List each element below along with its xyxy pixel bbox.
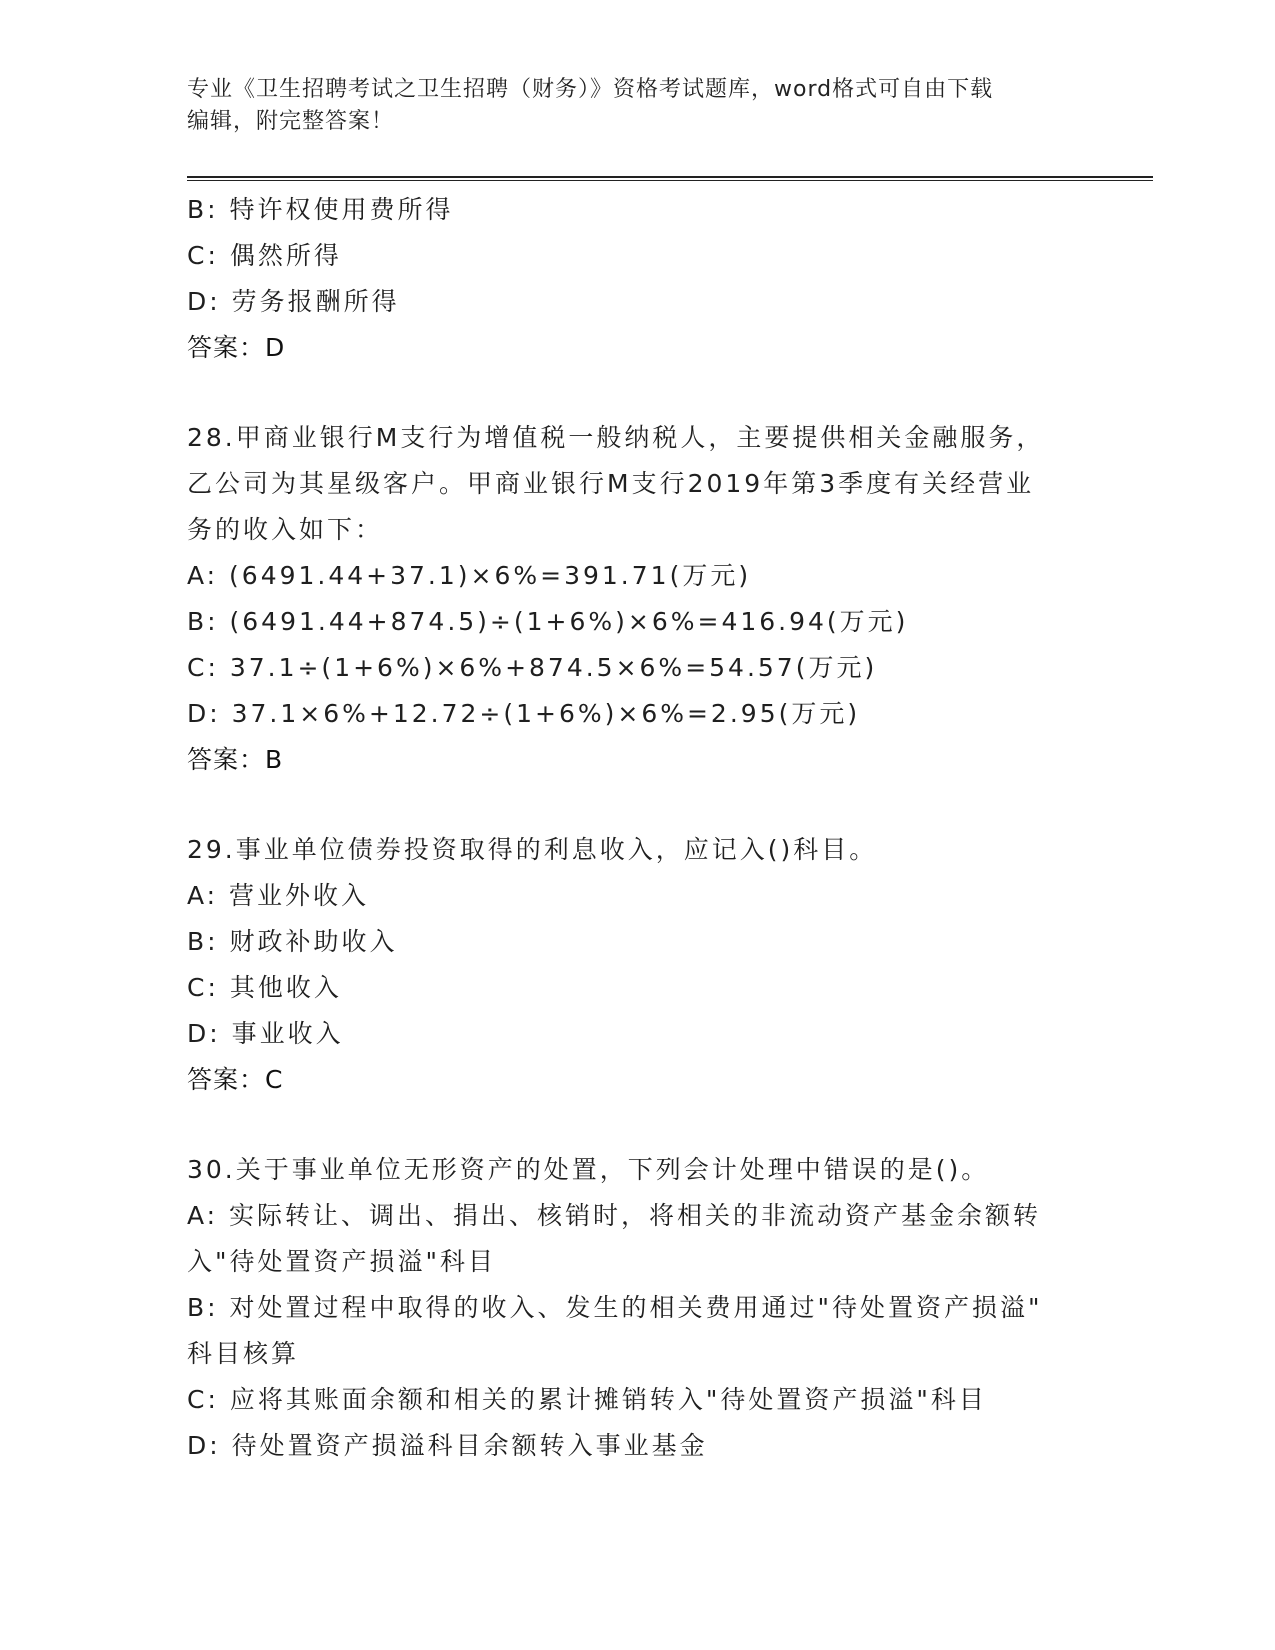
option-a: A: 营业外收入 — [187, 881, 370, 910]
question-content — [187, 187, 1087, 1469]
spacer — [187, 783, 1087, 827]
header-line-1: 专业《卫生招聘考试之卫生招聘（财务）》资格考试题库，word格式可自由下载 — [187, 77, 994, 102]
answer: 答案：B — [187, 745, 284, 774]
question-stem: 29.事业单位债券投资取得的利息收入，应记入()科目。 — [187, 835, 878, 864]
page-header — [187, 74, 1067, 138]
spacer — [187, 371, 1087, 415]
question-stem-line-2: 乙公司为其星级客户。甲商业银行M支行2019年第3季度有关经营业 — [187, 469, 1035, 498]
option-b: B: (6491.44+874.5)÷(1+6%)×6%=416.94(万元) — [187, 607, 909, 636]
option-a-line-2: 入"待处置资产损溢"科目 — [187, 1247, 496, 1276]
question-30 — [187, 1147, 1087, 1469]
option-c: C: 其他收入 — [187, 973, 342, 1002]
spacer — [187, 1103, 1087, 1147]
question-stem-line-1: 28.甲商业银行M支行为增值税一般纳税人，主要提供相关金融服务， — [187, 423, 1045, 452]
option-b-line-1: B: 对处置过程中取得的收入、发生的相关费用通过"待处置资产损溢" — [187, 1293, 1043, 1322]
option-d: D: 待处置资产损溢科目余额转入事业基金 — [187, 1431, 708, 1460]
option-a-line-1: A: 实际转让、调出、捐出、核销时，将相关的非流动资产基金余额转 — [187, 1201, 1042, 1230]
answer: 答案：C — [187, 1065, 284, 1094]
question-27-tail — [187, 187, 1087, 371]
option-a: A: (6491.44+37.1)×6%=391.71(万元) — [187, 561, 752, 590]
header-line-2: 编辑，附完整答案！ — [187, 109, 395, 134]
header-divider — [187, 176, 1153, 181]
option-b: B: 财政补助收入 — [187, 927, 398, 956]
question-stem-line-3: 务的收入如下： — [187, 515, 384, 544]
option-c: C: 应将其账面余额和相关的累计摊销转入"待处置资产损溢"科目 — [187, 1385, 987, 1414]
option-d: D: 37.1×6%+12.72÷(1+6%)×6%=2.95(万元) — [187, 699, 861, 728]
option-c: C: 偶然所得 — [187, 241, 342, 270]
question-28 — [187, 415, 1087, 783]
option-b-line-2: 科目核算 — [187, 1339, 300, 1368]
option-d: D: 劳务报酬所得 — [187, 287, 400, 316]
option-c: C: 37.1÷(1+6%)×6%+874.5×6%=54.57(万元) — [187, 653, 878, 682]
question-stem: 30.关于事业单位无形资产的处置，下列会计处理中错误的是()。 — [187, 1155, 990, 1184]
answer: 答案：D — [187, 333, 286, 362]
option-d: D: 事业收入 — [187, 1019, 344, 1048]
question-29 — [187, 827, 1087, 1103]
option-b: B: 特许权使用费所得 — [187, 195, 454, 224]
